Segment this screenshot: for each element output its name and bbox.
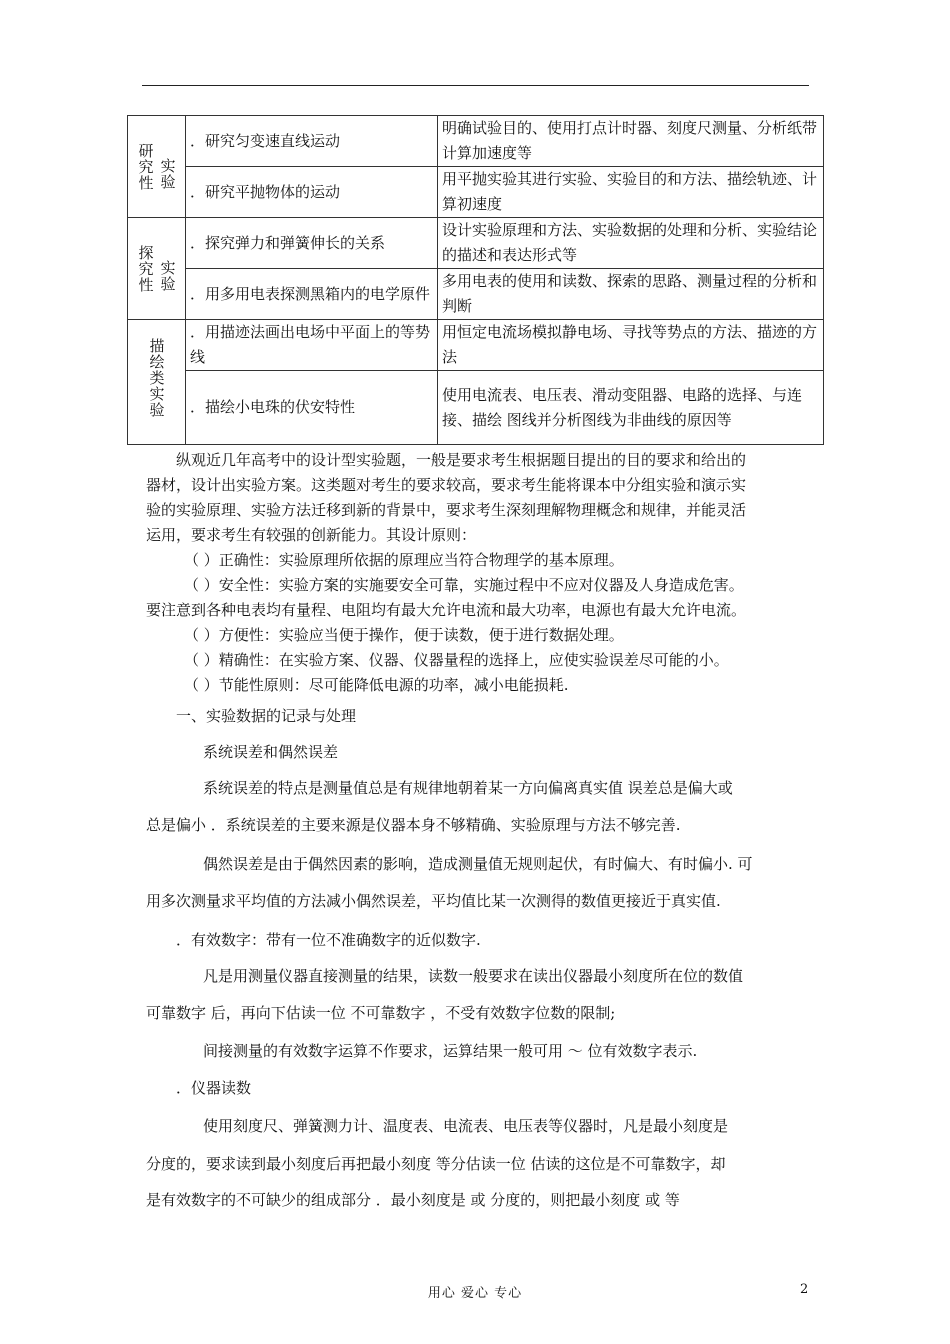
table-row — [128, 371, 824, 445]
experiment-item: ．用多用电表探测黑箱内的电学原件 — [186, 269, 438, 320]
principle-line: （ ）方便性：实验应当便于操作，便于读数，便于进行数据处理。 — [184, 626, 624, 644]
experiment-desc: 用平抛实验其进行实验、实验目的和方法、描绘轨迹、计算初速度 — [438, 167, 824, 218]
category-label: 探究性 — [136, 244, 155, 293]
principle-line: （ ）节能性原则：尽可能降低电源的功率，减小电能损耗. — [184, 676, 569, 694]
principle-line: （ ）正确性：实验原理所依据的原理应当符合物理学的基本原理。 — [184, 551, 624, 569]
category-label: 实验 — [158, 259, 177, 292]
table-row — [128, 218, 824, 269]
paragraph-line: 总是偏小 ．系统误差的主要来源是仪器本身不够精确、实验原理与方法不够完善. — [146, 816, 681, 834]
subsection-title: ．有效数字：带有一位不准确数字的近似数字. — [176, 931, 481, 949]
principle-line: （ ）精确性：在实验方案、仪器、仪器量程的选择上，应使实验误差尽可能的小。 — [184, 651, 729, 669]
experiment-item: ．研究匀变速直线运动 — [186, 116, 438, 167]
paragraph-line: 验的实验原理、实验方法迁移到新的背景中，要求考生深刻理解物理概念和规律，并能灵活 — [146, 501, 747, 519]
experiment-item: ．探究弹力和弹簧伸长的关系 — [186, 218, 438, 269]
table-row — [128, 269, 824, 320]
experiment-desc: 多用电表的使用和读数、探索的思路、测量过程的分析和判断 — [438, 269, 824, 320]
paragraph-line: 系统误差的特点是测量值总是有规律地朝着某一方向偏离真实值 误差总是偏大或 — [203, 779, 733, 797]
category-cell — [128, 320, 186, 445]
experiment-item: ．用描迹法画出电场中平面上的等势线 — [186, 320, 438, 371]
principle-line: （ ）安全性：实验方案的实施要安全可靠，实施过程中不应对仪器及人身造成危害。 — [184, 576, 744, 594]
experiment-desc: 明确试验目的、使用打点计时器、刻度尺测量、分析纸带计算加速度等 — [438, 116, 824, 167]
subsection-title: ．仪器读数 — [176, 1079, 252, 1097]
table-row — [128, 320, 824, 371]
paragraph-line: 使用刻度尺、弹簧测力计、温度表、电流表、电压表等仪器时，凡是最小刻度是 — [203, 1117, 729, 1135]
page-footer: 用心 爱心 专心 — [427, 1286, 523, 1301]
paragraph-line: 凡是用测量仪器直接测量的结果，读数一般要求在读出仪器最小刻度所在位的数值 — [203, 967, 744, 985]
section-title: 一、实验数据的记录与处理 — [176, 707, 357, 725]
paragraph-line: 纵观近几年高考中的设计型实验题，一般是要求考生根据题目提出的目的要求和给出的 — [176, 451, 747, 469]
paragraph-line: 用多次测量求平均值的方法减小偶然误差，平均值比某一次测得的数值更接近于真实值. — [146, 892, 721, 910]
category-cell — [128, 116, 186, 218]
paragraph-line: 器材，设计出实验方案。这类题对考生的要求较高，要求考生能将课本中分组实验和演示实 — [146, 476, 747, 494]
experiment-desc: 使用电流表、电压表、滑动变阻器、电路的选择、与连接、描绘 图线并分析图线为非曲线的原因等 — [438, 371, 824, 445]
paragraph-line: 偶然误差是由于偶然因素的影响，造成测量值无规则起伏，有时偏大、有时偏小. 可 — [203, 855, 753, 873]
paragraph-line: 可靠数字 后，再向下估读一位 不可靠数字 ，不受有效数字位数的限制; — [146, 1004, 616, 1022]
subsection-title: 系统误差和偶然误差 — [203, 743, 339, 761]
paragraph-line: 间接测量的有效数字运算不作要求，运算结果一般可用 ～ 位有效数字表示. — [203, 1042, 698, 1060]
experiment-item: ．描绘小电珠的伏安特性 — [186, 371, 438, 445]
experiment-desc: 用恒定电流场模拟静电场、寻找等势点的方法、描迹的方法 — [438, 320, 824, 371]
category-label: 描绘类实验 — [147, 338, 166, 418]
paragraph-line: 运用，要求考生有较强的创新能力。其设计原则： — [146, 526, 477, 544]
paragraph-line: 是有效数字的不可缺少的组成部分 ．最小刻度是 或 分度的，则把最小刻度 或 等 — [146, 1191, 680, 1209]
table-row — [128, 167, 824, 218]
principle-line: 要注意到各种电表均有量程、电阻均有最大允许电流和最大功率，电源也有最大允许电流。 — [146, 601, 747, 619]
page-number: 2 — [800, 1282, 809, 1297]
category-label: 实验 — [158, 157, 177, 190]
paragraph-line: 分度的，要求读到最小刻度后再把最小刻度 等分估读一位 估读的这位是不可靠数字，却 — [146, 1155, 726, 1173]
table-row — [128, 116, 824, 167]
category-cell — [128, 218, 186, 320]
category-label: 研究性 — [136, 142, 155, 191]
experiment-table — [127, 115, 824, 445]
experiment-desc: 设计实验原理和方法、实验数据的处理和分析、实验结论的描述和表达形式等 — [438, 218, 824, 269]
experiment-item: ．研究平抛物体的运动 — [186, 167, 438, 218]
header-rule — [142, 85, 809, 86]
